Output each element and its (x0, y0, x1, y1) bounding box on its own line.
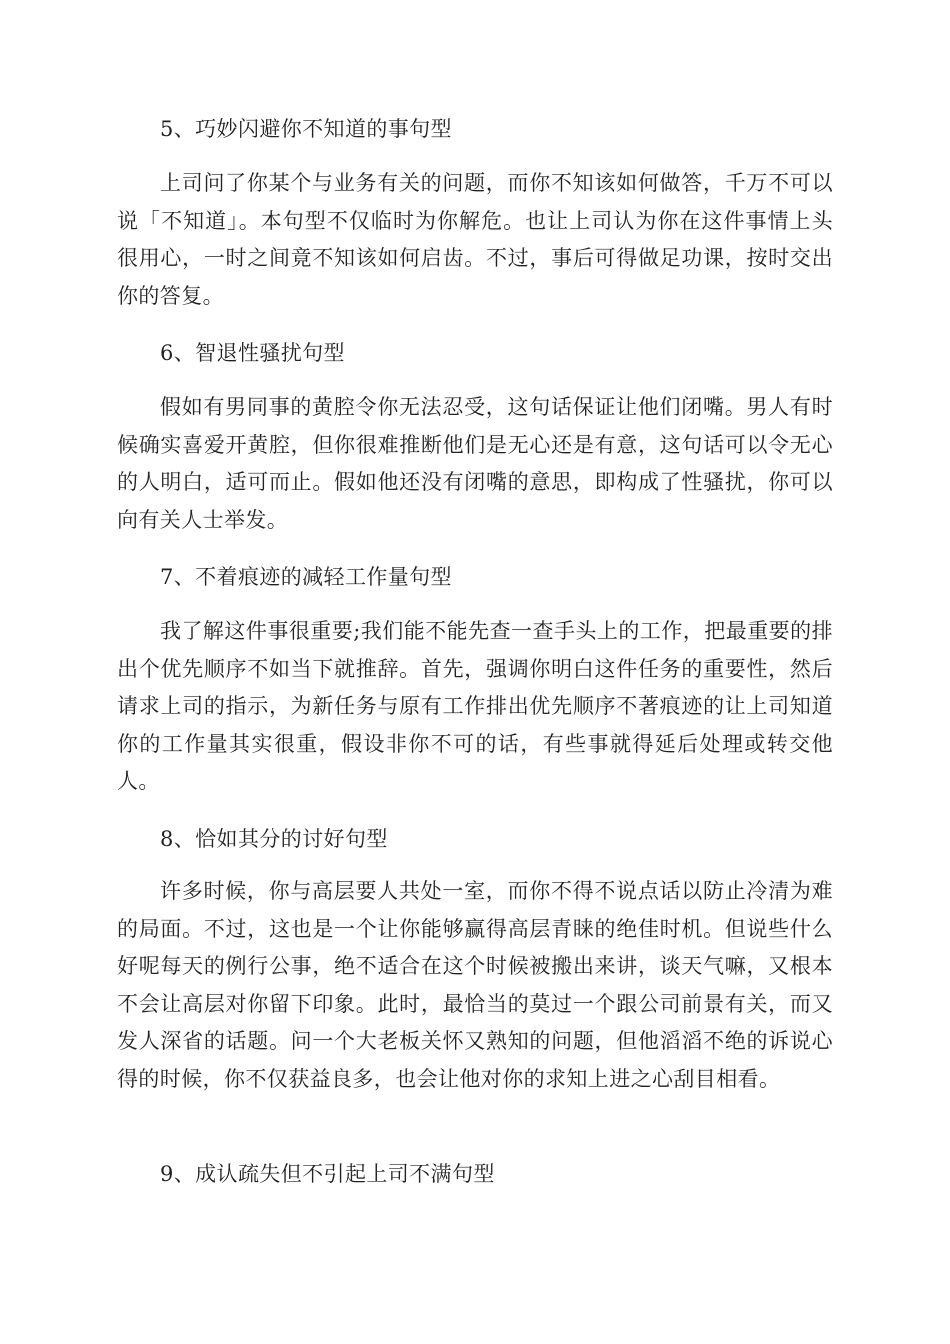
section-heading-5: 5、巧妙闪避你不知道的事句型 (160, 117, 452, 141)
section-heading-7: 7、不着痕迹的减轻工作量句型 (160, 565, 452, 589)
section-body-8: 许多时候，你与高层要人共处一室，而你不得不说点话以防止冷清为难的局面。不过，这也是一个让你能够赢得高层青睐的绝佳时机。但说些什么好呢每天的例行公事，绝不适合在这个时候被搬出来讲，谈天气嘛，又根本不会让高层对你留下印象。此时，最恰当的莫过一个跟公司前景有关，而又发人深省的话题。问一个大老板关怀又熟知的问题，但他滔滔不绝的诉说心得的时候，你不仅获益良多，也会让他对你的求知上进之心刮目相看。 (117, 879, 833, 1091)
section-body-7: 我了解这件事很重要;我们能不能先查一查手头上的工作，把最重要的排出个优先顺序不如当下就推辞。首先，强调你明白这件任务的重要性，然后请求上司的指示，为新任务与原有工作排出优先顺序不著痕迹的让上司知道你的工作量其实很重，假设非你不可的话，有些事就得延后处理或转交他人。 (117, 619, 833, 793)
section-heading-9: 9、成认疏失但不引起上司不满句型 (160, 1162, 495, 1186)
section-body-5: 上司问了你某个与业务有关的问题，而你不知该如何做答，千万不可以说「不知道」。本句型不仅临时为你解危。也让上司认为你在这件事情上头很用心，一时之间竟不知该如何启齿。不过，事后可得做足功课，按时交出你的答复。 (117, 171, 833, 308)
section-body-6: 假如有男同事的黄腔令你无法忍受，这句话保证让他们闭嘴。男人有时候确实喜爱开黄腔，但你很难推断他们是无心还是有意，这句话可以令无心的人明白，适可而止。假如他还没有闭嘴的意思，即构成了性骚扰，你可以向有关人士举发。 (117, 395, 833, 532)
section-heading-6: 6、智退性骚扰句型 (160, 341, 345, 365)
section-heading-8: 8、恰如其分的讨好句型 (160, 827, 388, 851)
